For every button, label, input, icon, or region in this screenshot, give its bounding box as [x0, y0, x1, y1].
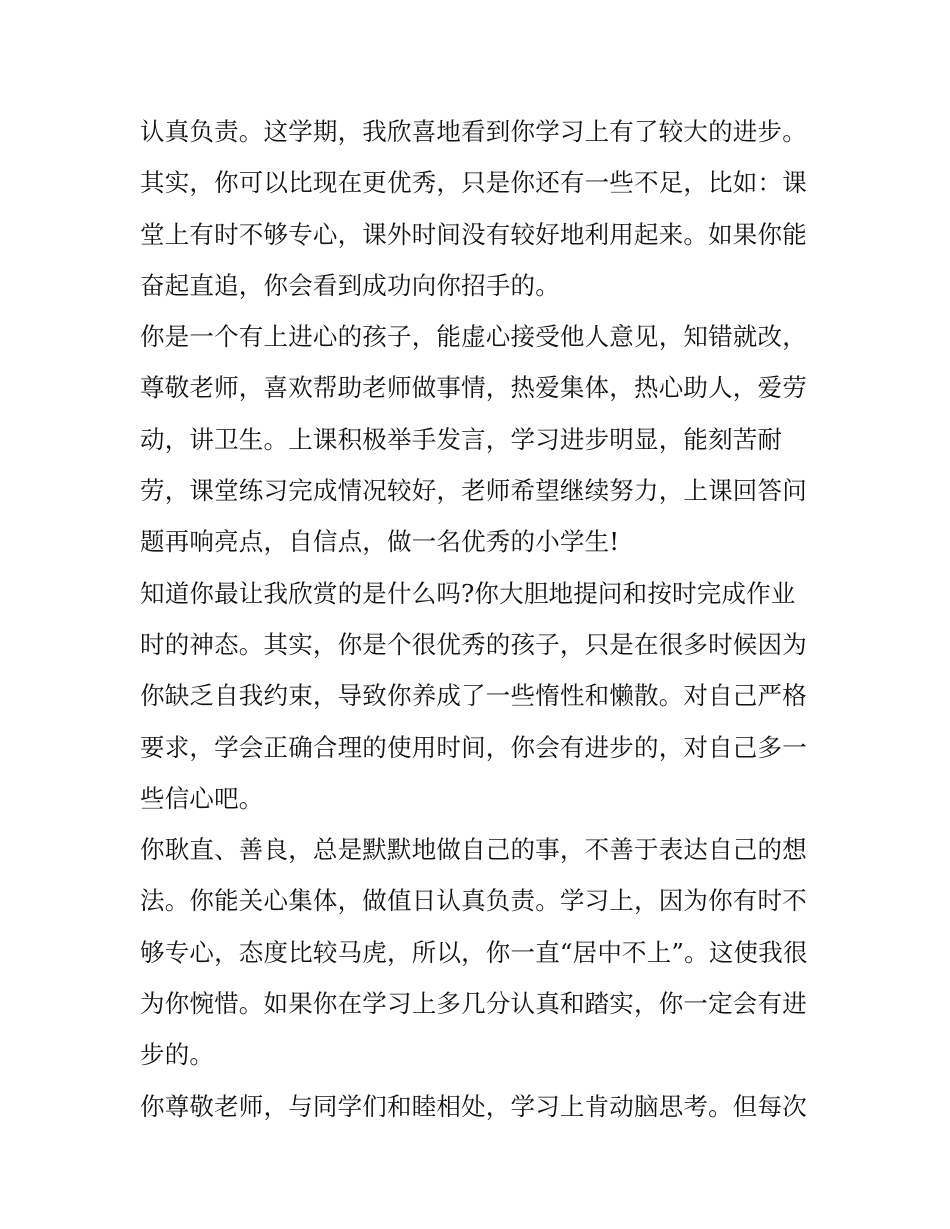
text-line: 奋起直追，你会看到成功向你招手的。 [140, 270, 560, 300]
text-line: 堂上有时不够专心，课外时间没有较好地利用起来。如果你能 [140, 219, 807, 249]
text-line: 你耿直、善良，总是默默地做自己的事，不善于表达自己的想 [140, 835, 807, 865]
text-line: 尊敬老师，喜欢帮助老师做事情，热爱集体，热心助人，爱劳 [140, 373, 807, 403]
text-line: 动，讲卫生。上课积极举手发言，学习进步明显，能刻苦耐 [140, 424, 783, 454]
text-line: 知道你最让我欣赏的是什么吗?你大胆地提问和按时完成作业 [140, 578, 796, 608]
text-line: 为你惋惜。如果你在学习上多几分认真和踏实，你一定会有进 [140, 989, 807, 1019]
text-line: 要求，学会正确合理的使用时间，你会有进步的，对自己多一 [140, 732, 807, 762]
text-line: 步的。 [140, 1040, 215, 1070]
text-line: 你是一个有上进心的孩子，能虚心接受他人意见，知错就改， [140, 322, 807, 352]
text-line: 你尊敬老师，与同学们和睦相处，学习上肯动脑思考。但每次 [140, 1091, 807, 1121]
document-body [140, 106, 840, 1132]
text-line: 够专心，态度比较马虎，所以，你一直“居中不上”。这使我很 [140, 937, 808, 967]
text-line: 题再响亮点，自信点，做一名优秀的小学生! [140, 527, 620, 557]
text-line: 时的神态。其实，你是个很优秀的孩子，只是在很多时候因为 [140, 629, 807, 659]
text-line: 些信心吧。 [140, 783, 264, 813]
text-line: 法。你能关心集体，做值日认真负责。学习上，因为你有时不 [140, 886, 807, 916]
text-line: 劳，课堂练习完成情况较好，老师希望继续努力，上课回答问 [140, 476, 807, 506]
text-line: 认真负责。这学期，我欣喜地看到你学习上有了较大的进步。 [140, 117, 807, 146]
text-line: 其实，你可以比现在更优秀，只是你还有一些不足，比如：课 [140, 168, 807, 198]
text-line: 你缺乏自我约束，导致你养成了一些惰性和懒散。对自己严格 [140, 681, 807, 711]
